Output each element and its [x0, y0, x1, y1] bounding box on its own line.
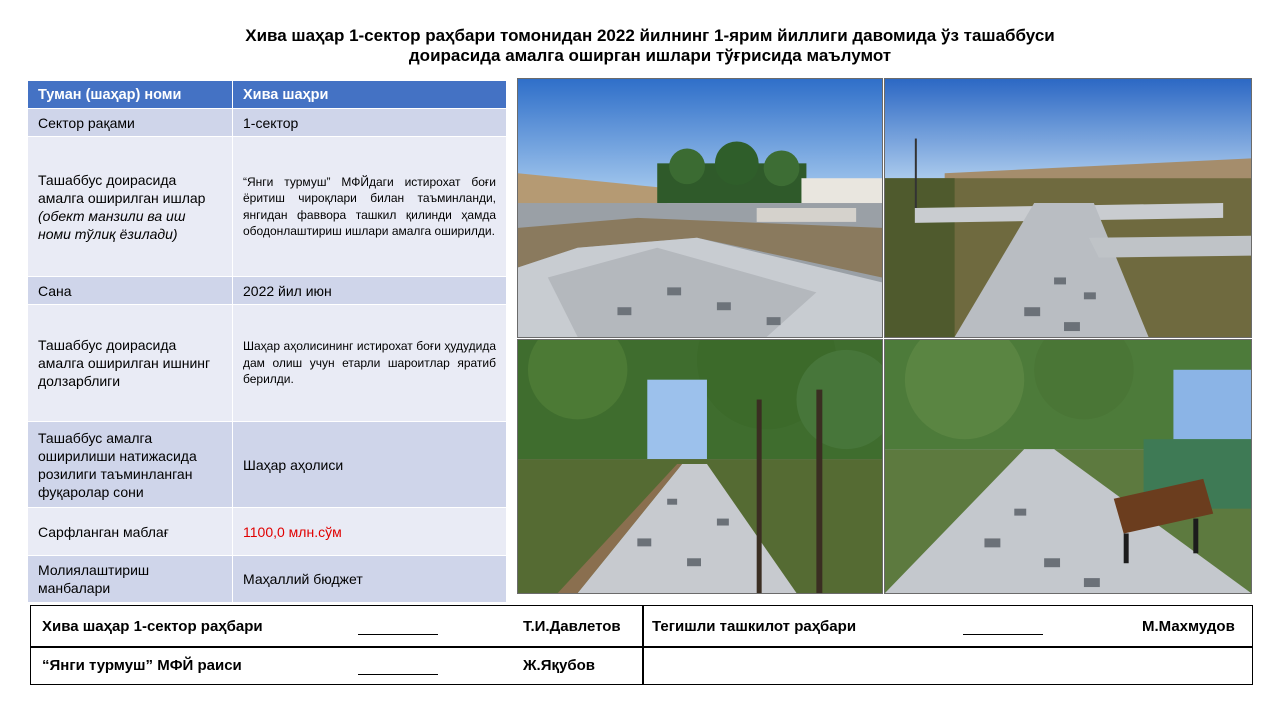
works-value: “Янги турмуш” МФЙдаги истирохат боғи ёритиш чироқлари билан таъминланди, янгидан фаввора ташкил қилинди ҳамда ободонлаштириш ишлари амалга оширилди.: [233, 137, 507, 277]
sector-value: 1-сектор: [233, 109, 507, 137]
citizens-value: Шаҳар аҳолиси: [233, 422, 507, 508]
works-label-note: (обект манзили ва иш номи тўлиқ ёзилади): [38, 207, 186, 242]
relevance-label: Ташаббус доирасида амалга оширилган ишнинг долзарблиги: [28, 305, 233, 422]
sources-label: Молиялаштириш манбалари: [28, 556, 233, 603]
signature-role-mfy-chair: “Янги турмуш” МФЙ раиси: [42, 657, 242, 674]
signature-name-sector-head: Т.И.Давлетов: [523, 618, 621, 635]
signature-box: [30, 605, 1253, 685]
sources-value: Маҳаллий бюджет: [233, 556, 507, 603]
signature-name-mfy-chair: Ж.Яқубов: [523, 657, 596, 674]
funds-label: Сарфланган маблағ: [28, 508, 233, 556]
signature-role-sector-head: Хива шаҳар 1-сектор раҳбари: [42, 618, 263, 635]
header-value: Хива шаҳри: [233, 81, 507, 109]
park-photo-3: [517, 339, 883, 594]
sector-label: Сектор рақами: [28, 109, 233, 137]
signature-role-org-head: Тегишли ташкилот раҳбари: [652, 618, 857, 635]
date-value: 2022 йил июн: [233, 277, 507, 305]
signature-line-org-head: [963, 634, 1043, 635]
park-photo-4: [884, 339, 1252, 594]
table-row-relevance: [28, 305, 507, 422]
relevance-value: Шаҳар аҳолисининг истирохат боғи ҳудудида дам олиш учун етарли шароитлар яратиб берилди.: [233, 305, 507, 422]
signature-name-org-head: М.Махмудов: [1142, 618, 1235, 635]
signature-divider-vertical: [642, 606, 644, 684]
signature-line-mfy-chair: [358, 674, 438, 675]
title-line-2: доирасида амалга оширган ишлари тўғрисида маълумот: [408, 46, 892, 65]
park-photo-1: [517, 78, 883, 338]
works-label-cell: [28, 137, 233, 277]
photo-grid: [517, 78, 1252, 594]
funds-value: 1100,0 млн.сўм: [233, 508, 507, 556]
works-label: Ташаббус доирасида амалга оширилган ишлар: [38, 171, 206, 206]
table-row-funds: [28, 508, 507, 556]
park-photo-2: [884, 78, 1252, 338]
info-table: [27, 80, 507, 603]
table-row-works: [28, 137, 507, 277]
table-header-row: [28, 81, 507, 109]
table-row-sources: [28, 556, 507, 603]
page-title: [150, 26, 1150, 66]
header-label: Туман (шаҳар) номи: [28, 81, 233, 109]
table-row-citizens: [28, 422, 507, 508]
date-label: Сана: [28, 277, 233, 305]
citizens-label: Ташаббус амалга оширилиши натижасида розилиги таъминланган фуқаролар сони: [28, 422, 233, 508]
title-line-1: Хива шаҳар 1-сектор раҳбари томонидан 2022 йилнинг 1-ярим йиллиги давомида ўз ташаббуси: [245, 26, 1055, 45]
signature-line-sector-head: [358, 634, 438, 635]
table-row-date: [28, 277, 507, 305]
signature-divider-horizontal: [31, 646, 1252, 648]
table-row-sector: [28, 109, 507, 137]
